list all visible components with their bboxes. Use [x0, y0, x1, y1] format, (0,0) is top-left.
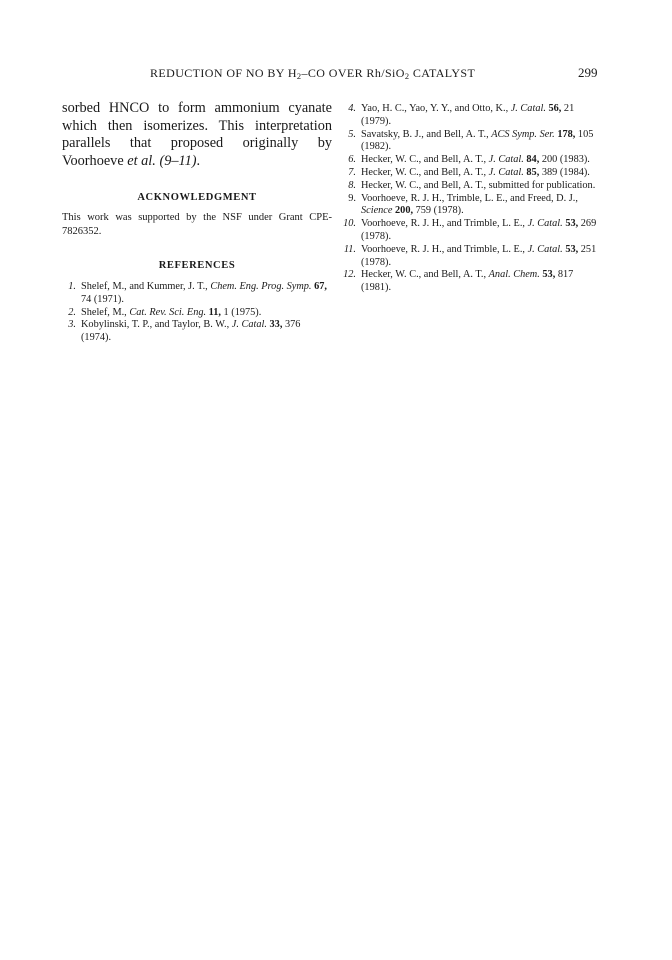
page-number: 299 [578, 65, 598, 80]
reference-authors: Voorhoeve, R. J. H., Trimble, L. E., and Freed, D. J., [361, 192, 578, 204]
reference-authors: Hecker, W. C., and Bell, A. T., [361, 166, 489, 178]
reference-item [342, 129, 601, 155]
reference-item [62, 281, 332, 307]
reference-volume: 84, [526, 154, 540, 166]
reference-journal: J. Catal. [488, 154, 524, 166]
reference-number: 4. [348, 103, 356, 114]
reference-authors: Hecker, W. C., and Bell, A. T., submitted for publication. [361, 179, 596, 191]
running-head [150, 66, 475, 81]
reference-pages-year: 251 (1978). [361, 243, 597, 268]
acknowledgment-heading: ACKNOWLEDGMENT [137, 192, 257, 203]
right-column [342, 103, 601, 295]
reference-volume: 53, [565, 218, 579, 230]
reference-authors: Savatsky, B. J., and Bell, A. T., [361, 128, 492, 140]
acknowledgment-text: This work was supported by the NSF under Grant CPE-7826352. [62, 212, 332, 237]
reference-pages-year: 759 (1978). [413, 205, 464, 217]
left-column [62, 100, 332, 345]
reference-item [342, 269, 601, 295]
reference-pages-year: 817 (1981). [361, 269, 574, 294]
reference-number: 7. [348, 166, 356, 178]
reference-authors: Voorhoeve, R. J. H., and Trimble, L. E., [361, 218, 528, 230]
reference-volume: 67, [314, 281, 327, 292]
reference-volume: 11, [208, 306, 221, 318]
reference-pages-year: 1 (1975). [220, 306, 262, 318]
reference-list-right [342, 103, 601, 295]
reference-number: 11. [343, 243, 356, 255]
reference-authors: Voorhoeve, R. J. H., and Trimble, L. E., [361, 243, 528, 255]
body-paragraph [62, 100, 332, 170]
reference-journal: J. Catal. [510, 103, 546, 114]
running-head-subscript-sio2: 2 [404, 72, 410, 81]
citation-range: (9–11) [159, 152, 197, 169]
reference-item [62, 307, 332, 320]
reference-pages-year: 200 (1983). [539, 154, 590, 166]
reference-number: 10. [343, 218, 356, 230]
reference-item [342, 193, 601, 219]
reference-pages-year: 105 (1982). [361, 128, 594, 153]
running-head-part3: CATALYST [409, 66, 476, 80]
reference-volume: 178, [557, 128, 576, 140]
reference-pages-year: 74 (1971). [81, 293, 124, 305]
reference-list-left [62, 281, 332, 345]
reference-journal: J. Catal. [231, 319, 267, 331]
reference-authors: Hecker, W. C., and Bell, A. T., [361, 269, 489, 281]
reference-number: 12. [343, 269, 356, 281]
reference-journal: J. Catal. [488, 166, 524, 178]
reference-volume: 53, [565, 243, 579, 255]
et-al: et al. [127, 152, 156, 169]
reference-number: 3. [68, 319, 76, 331]
references-heading: REFERENCES [158, 260, 236, 271]
body-text-end: . [196, 152, 201, 169]
reference-journal: Cat. Rev. Sci. Eng. [129, 306, 207, 318]
reference-item [342, 154, 601, 167]
reference-item [62, 319, 332, 345]
reference-authors: Shelef, M., and Kummer, J. T., [81, 281, 211, 292]
reference-number: 2. [68, 306, 76, 318]
reference-item [342, 167, 601, 180]
reference-authors: Kobylinski, T. P., and Taylor, B. W., [81, 319, 232, 331]
reference-item [342, 103, 601, 129]
reference-volume: 56, [548, 103, 562, 114]
reference-volume: 200, [395, 205, 414, 217]
reference-item [342, 218, 601, 244]
reference-pages-year: 389 (1984). [539, 166, 590, 178]
reference-number: 1. [68, 281, 76, 292]
reference-authors: Hecker, W. C., and Bell, A. T., [361, 154, 489, 166]
reference-journal: J. Catal. [527, 243, 563, 255]
reference-journal: ACS Symp. Ser. [491, 128, 555, 140]
reference-volume: 85, [526, 166, 540, 178]
reference-volume: 53, [542, 269, 556, 281]
running-head-subscript-h2: 2 [296, 72, 302, 81]
running-head-part2: –CO OVER Rh/SiO [301, 66, 405, 80]
reference-journal: Science [361, 205, 393, 217]
reference-pages-year: 269 (1978). [361, 218, 597, 242]
reference-volume: 33, [269, 319, 283, 331]
reference-authors: Yao, H. C., Yao, Y. Y., and Otto, K., [361, 103, 511, 114]
reference-authors: Shelef, M., [81, 306, 130, 318]
body-text: sorbed HNCO to form ammonium cyanate which then isomerizes. This interpretation parallels that proposed originally by Voorhoeve [62, 100, 332, 169]
reference-pages-year: 21 (1979). [361, 103, 575, 127]
reference-journal: Chem. Eng. Prog. Symp. [210, 281, 312, 292]
reference-pages-year: 376 (1974). [81, 319, 301, 344]
reference-number: 8. [348, 179, 356, 191]
reference-item [342, 244, 601, 270]
reference-journal: Anal. Chem. [488, 269, 540, 281]
reference-number: 5. [348, 128, 356, 140]
running-head-part1: REDUCTION OF NO BY H [150, 66, 297, 80]
reference-journal: J. Catal. [527, 218, 563, 230]
reference-item [342, 180, 601, 193]
reference-number: 6. [348, 154, 356, 166]
reference-number: 9. [348, 192, 356, 204]
